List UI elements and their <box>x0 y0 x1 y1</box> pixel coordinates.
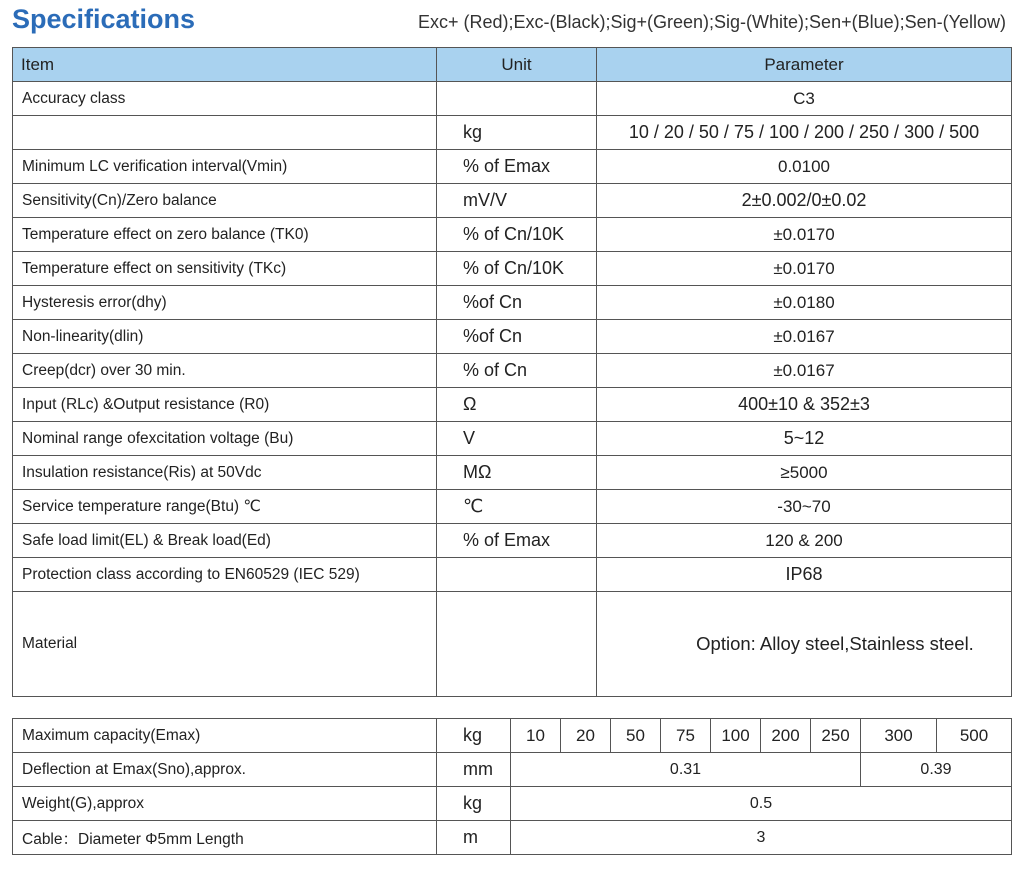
item-cell: Accuracy class <box>13 82 437 116</box>
parameter-cell: Option: Alloy steel,Stainless steel. <box>597 592 1012 697</box>
specifications-table <box>12 47 1012 697</box>
table-row <box>13 787 1012 821</box>
unit-cell: % of Emax <box>437 524 597 558</box>
parameter-cell: 2±0.002/0±0.02 <box>597 184 1012 218</box>
parameter-cell: -30~70 <box>597 490 1012 524</box>
table-row <box>13 252 1012 286</box>
table-row <box>13 558 1012 592</box>
page-title: Specifications <box>12 4 196 34</box>
item-cell: Protection class according to EN60529 (IEC 529) <box>13 558 437 592</box>
item-cell <box>13 116 437 150</box>
unit-cell: MΩ <box>437 456 597 490</box>
column-header-unit: Unit <box>437 48 597 82</box>
unit-cell: mm <box>437 753 511 787</box>
unit-cell: % of Cn <box>437 354 597 388</box>
item-cell: Service temperature range(Btu) ℃ <box>13 490 437 524</box>
capacity-value: 50 <box>611 719 661 753</box>
unit-cell: %of Cn <box>437 286 597 320</box>
item-cell: Deflection at Emax(Sno),approx. <box>13 753 437 787</box>
table-row <box>13 490 1012 524</box>
capacity-value: 10 <box>511 719 561 753</box>
parameter-cell: IP68 <box>597 558 1012 592</box>
table-row <box>13 354 1012 388</box>
table-header-row <box>13 48 1012 82</box>
table-row <box>13 821 1012 855</box>
table-row <box>13 592 1012 697</box>
unit-cell <box>437 592 597 697</box>
cable-length-value: 3 <box>511 821 1012 855</box>
item-cell: Material <box>13 592 437 697</box>
parameter-cell: C3 <box>597 82 1012 116</box>
item-cell: Safe load limit(EL) & Break load(Ed) <box>13 524 437 558</box>
table-row <box>13 753 1012 787</box>
parameter-cell: ±0.0180 <box>597 286 1012 320</box>
capacity-value: 75 <box>661 719 711 753</box>
table-row <box>13 184 1012 218</box>
item-cell: Hysteresis error(dhy) <box>13 286 437 320</box>
unit-cell: V <box>437 422 597 456</box>
item-cell: Weight(G),approx <box>13 787 437 821</box>
weight-value: 0.5 <box>511 787 1012 821</box>
table-row <box>13 116 1012 150</box>
unit-cell: kg <box>437 116 597 150</box>
column-header-item: Item <box>13 48 437 82</box>
capacity-value: 500 <box>937 719 1012 753</box>
item-cell: Cable：Diameter Φ5mm Length <box>13 821 437 855</box>
unit-cell: m <box>437 821 511 855</box>
unit-cell <box>437 82 597 116</box>
table-row <box>13 320 1012 354</box>
item-cell: Maximum capacity(Emax) <box>13 719 437 753</box>
capacity-value: 300 <box>861 719 937 753</box>
unit-cell: % of Cn/10K <box>437 218 597 252</box>
table-row <box>13 524 1012 558</box>
table-row <box>13 456 1012 490</box>
parameter-cell: ±0.0170 <box>597 252 1012 286</box>
unit-cell: % of Emax <box>437 150 597 184</box>
table-row <box>13 150 1012 184</box>
item-cell: Nominal range ofexcitation voltage (Bu) <box>13 422 437 456</box>
table-row <box>13 82 1012 116</box>
parameter-cell: ≥5000 <box>597 456 1012 490</box>
table-row <box>13 422 1012 456</box>
unit-cell: ℃ <box>437 490 597 524</box>
capacity-table <box>12 718 1012 855</box>
capacity-value: 20 <box>561 719 611 753</box>
item-cell: Temperature effect on sensitivity (TKc) <box>13 252 437 286</box>
unit-cell: mV/V <box>437 184 597 218</box>
parameter-cell: ±0.0170 <box>597 218 1012 252</box>
unit-cell: kg <box>437 787 511 821</box>
deflection-value-a: 0.31 <box>511 753 861 787</box>
unit-cell: Ω <box>437 388 597 422</box>
unit-cell: % of Cn/10K <box>437 252 597 286</box>
table-row <box>13 218 1012 252</box>
capacity-value: 250 <box>811 719 861 753</box>
parameter-cell: ±0.0167 <box>597 320 1012 354</box>
unit-cell <box>437 558 597 592</box>
unit-cell: %of Cn <box>437 320 597 354</box>
wiring-legend: Exc+ (Red);Exc-(Black);Sig+(Green);Sig-(White);Sen+(Blue);Sen-(Yellow) <box>417 12 1006 32</box>
parameter-cell: 10 / 20 / 50 / 75 / 100 / 200 / 250 / 300 / 500 <box>597 116 1012 150</box>
table-row <box>13 286 1012 320</box>
parameter-cell: 120 & 200 <box>597 524 1012 558</box>
unit-cell: kg <box>437 719 511 753</box>
item-cell: Minimum LC verification interval(Vmin) <box>13 150 437 184</box>
parameter-cell: 5~12 <box>597 422 1012 456</box>
capacity-value: 200 <box>761 719 811 753</box>
deflection-value-b: 0.39 <box>861 753 1012 787</box>
item-cell: Temperature effect on zero balance (TK0) <box>13 218 437 252</box>
item-cell: Non-linearity(dlin) <box>13 320 437 354</box>
parameter-cell: ±0.0167 <box>597 354 1012 388</box>
parameter-cell: 400±10 & 352±3 <box>597 388 1012 422</box>
table-row <box>13 719 1012 753</box>
item-cell: Input (RLc) &Output resistance (R0) <box>13 388 437 422</box>
capacity-value: 100 <box>711 719 761 753</box>
parameter-cell: 0.0100 <box>597 150 1012 184</box>
item-cell: Insulation resistance(Ris) at 50Vdc <box>13 456 437 490</box>
table-row <box>13 388 1012 422</box>
item-cell: Sensitivity(Cn)/Zero balance <box>13 184 437 218</box>
column-header-parameter: Parameter <box>597 48 1012 82</box>
item-cell: Creep(dcr) over 30 min. <box>13 354 437 388</box>
